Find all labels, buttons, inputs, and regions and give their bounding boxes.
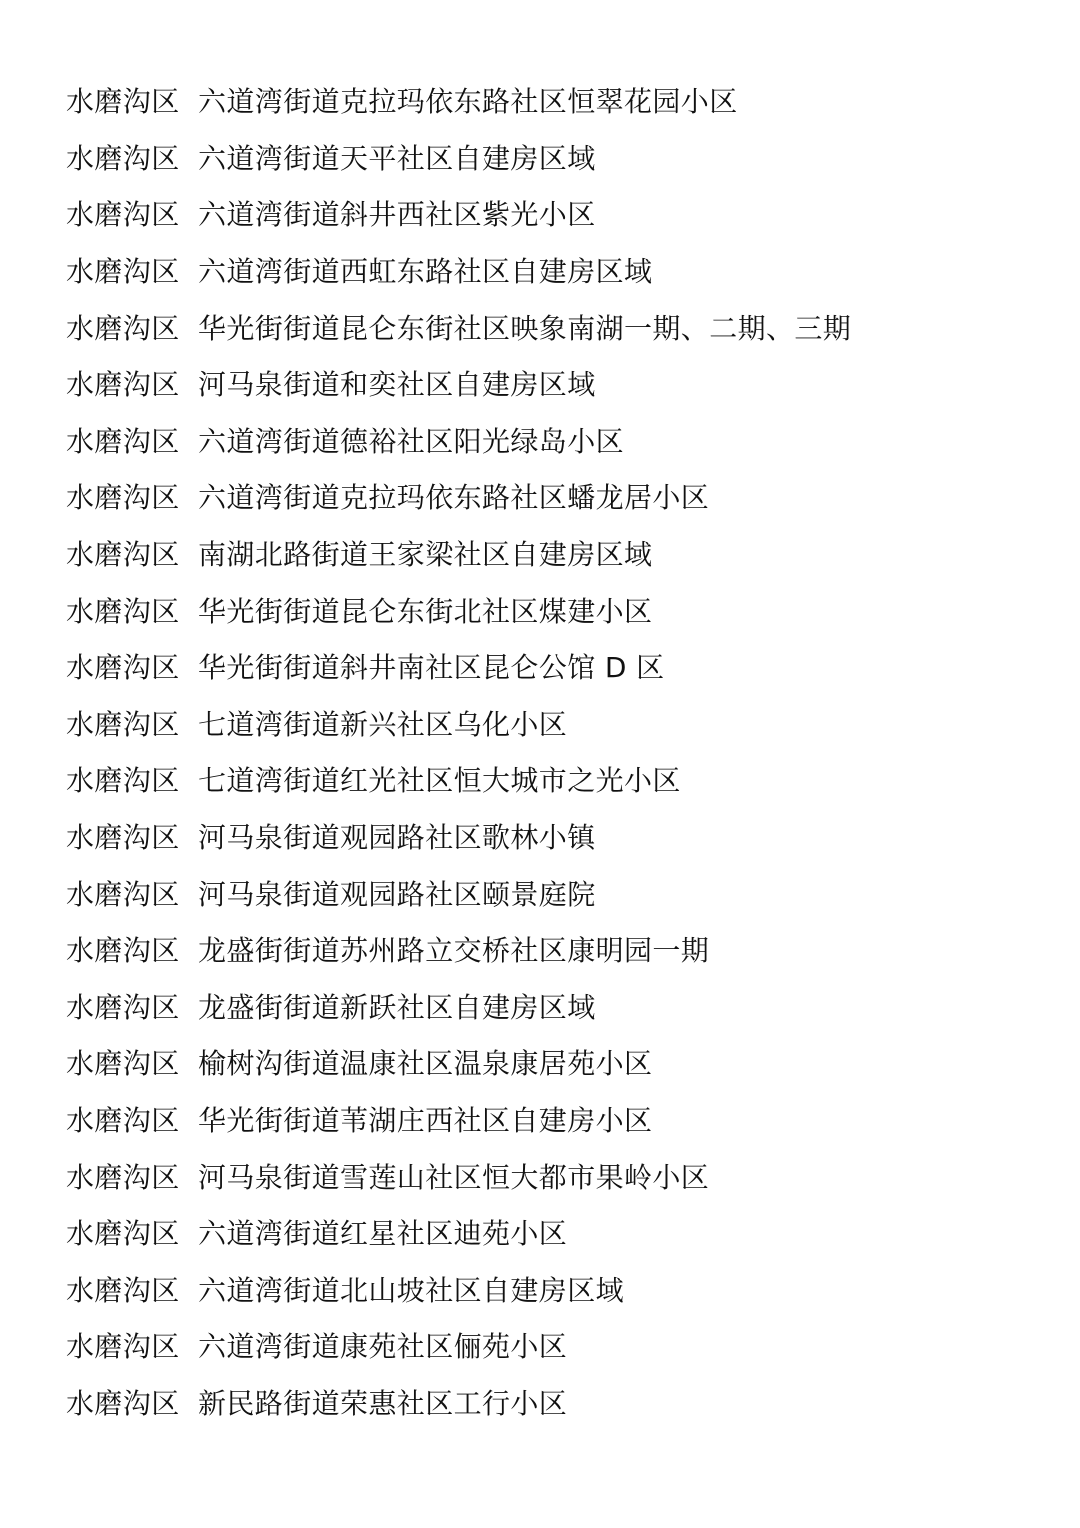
- location-name: 六道湾街道斜井西社区紫光小区: [198, 198, 596, 232]
- list-item: [66, 412, 851, 469]
- district-name: 水磨沟区: [66, 1330, 180, 1364]
- district-name: 水磨沟区: [66, 1160, 180, 1194]
- list-item: [66, 1034, 851, 1091]
- district-name: 水磨沟区: [66, 141, 180, 175]
- list-item: [66, 185, 851, 242]
- list-item: [66, 864, 851, 921]
- district-name: 水磨沟区: [66, 481, 180, 515]
- location-name: 七道湾街道新兴社区乌化小区: [198, 707, 568, 741]
- location-name: 河马泉街道和奕社区自建房区域: [198, 368, 596, 402]
- district-name: 水磨沟区: [66, 594, 180, 628]
- location-name: 六道湾街道红星社区迪苑小区: [198, 1217, 568, 1251]
- location-name: 六道湾街道天平社区自建房区域: [198, 141, 596, 175]
- location-name: 华光街街道苇湖庄西社区自建房小区: [198, 1103, 653, 1137]
- location-name: 龙盛街街道新跃社区自建房区域: [198, 990, 596, 1024]
- list-item: [66, 242, 851, 299]
- location-name: 华光街街道昆仑东街社区映象南湖一期、二期、三期: [198, 311, 852, 345]
- list-item: [66, 1091, 851, 1148]
- location-name: 新民路街道荣惠社区工行小区: [198, 1386, 568, 1420]
- list-item: [66, 921, 851, 978]
- list-item: [66, 355, 851, 412]
- location-name: 河马泉街道观园路社区颐景庭院: [198, 877, 596, 911]
- location-name: 河马泉街道雪莲山社区恒大都市果岭小区: [198, 1160, 710, 1194]
- location-name: 六道湾街道德裕社区阳光绿岛小区: [198, 424, 625, 458]
- list-item: [66, 581, 851, 638]
- location-name: 龙盛街街道苏州路立交桥社区康明园一期: [198, 934, 710, 968]
- district-name: 水磨沟区: [66, 85, 180, 119]
- list-item: [66, 638, 851, 695]
- district-name: 水磨沟区: [66, 255, 180, 289]
- district-name: 水磨沟区: [66, 651, 180, 685]
- district-name: 水磨沟区: [66, 821, 180, 855]
- location-name: 六道湾街道克拉玛依东路社区恒翠花园小区: [198, 85, 738, 119]
- list-item: [66, 129, 851, 186]
- list-item: [66, 1260, 851, 1317]
- list-item: [66, 808, 851, 865]
- location-name: 六道湾街道康苑社区俪苑小区: [198, 1330, 568, 1364]
- district-name: 水磨沟区: [66, 934, 180, 968]
- location-name: 华光街街道斜井南社区昆仑公馆 D 区: [198, 651, 665, 685]
- list-item: [66, 525, 851, 582]
- list-item: [66, 751, 851, 808]
- location-name: 华光街街道昆仑东街北社区煤建小区: [198, 594, 653, 628]
- district-name: 水磨沟区: [66, 1217, 180, 1251]
- district-name: 水磨沟区: [66, 311, 180, 345]
- location-name: 六道湾街道克拉玛依东路社区蟠龙居小区: [198, 481, 710, 515]
- location-list: [66, 72, 851, 1430]
- list-item: [66, 1317, 851, 1374]
- district-name: 水磨沟区: [66, 1047, 180, 1081]
- district-name: 水磨沟区: [66, 990, 180, 1024]
- location-name: 六道湾街道北山坡社区自建房区域: [198, 1273, 625, 1307]
- district-name: 水磨沟区: [66, 368, 180, 402]
- district-name: 水磨沟区: [66, 1103, 180, 1137]
- list-item: [66, 72, 851, 129]
- location-name: 七道湾街道红光社区恒大城市之光小区: [198, 764, 681, 798]
- district-name: 水磨沟区: [66, 707, 180, 741]
- district-name: 水磨沟区: [66, 764, 180, 798]
- list-item: [66, 298, 851, 355]
- list-item: [66, 695, 851, 752]
- location-name: 六道湾街道西虹东路社区自建房区域: [198, 255, 653, 289]
- district-name: 水磨沟区: [66, 1386, 180, 1420]
- location-name: 榆树沟街道温康社区温泉康居苑小区: [198, 1047, 653, 1081]
- list-item: [66, 1147, 851, 1204]
- location-name: 河马泉街道观园路社区歌林小镇: [198, 821, 596, 855]
- district-name: 水磨沟区: [66, 198, 180, 232]
- location-name: 南湖北路街道王家梁社区自建房区域: [198, 538, 653, 572]
- list-item: [66, 468, 851, 525]
- list-item: [66, 978, 851, 1035]
- district-name: 水磨沟区: [66, 538, 180, 572]
- list-item: [66, 1374, 851, 1431]
- district-name: 水磨沟区: [66, 877, 180, 911]
- district-name: 水磨沟区: [66, 424, 180, 458]
- list-item: [66, 1204, 851, 1261]
- district-name: 水磨沟区: [66, 1273, 180, 1307]
